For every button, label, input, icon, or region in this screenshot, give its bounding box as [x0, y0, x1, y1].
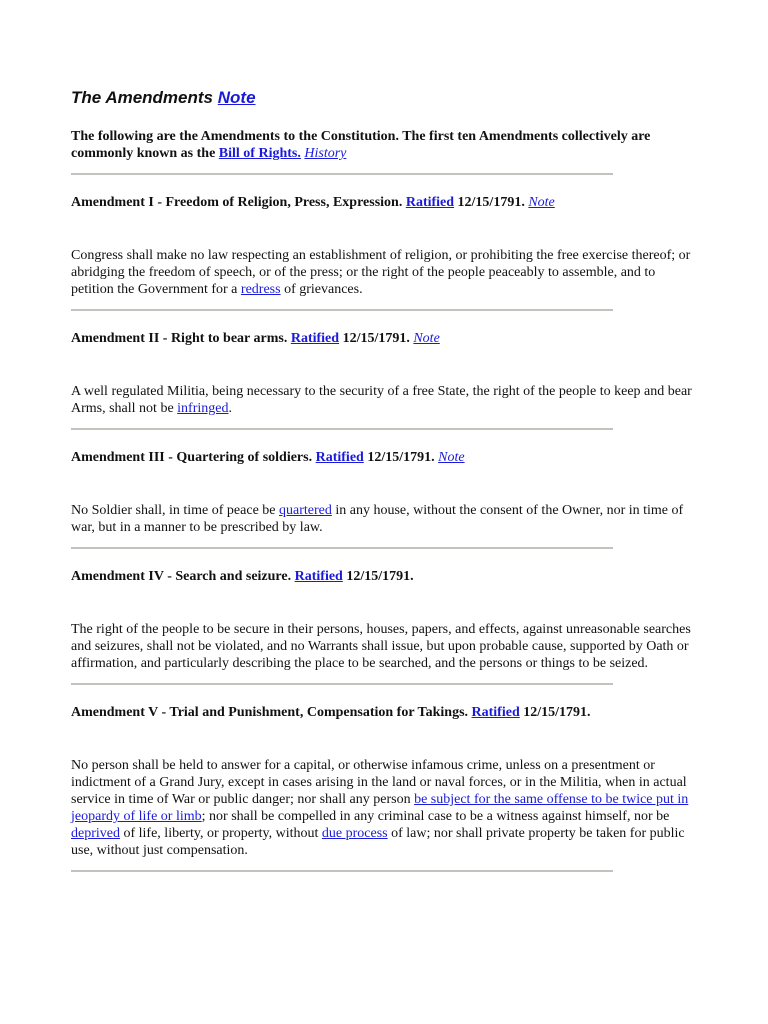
- redress-link[interactable]: redress: [240, 282, 281, 297]
- amendment-2-text: A well regulated Militia, being necessary to the security of a free State, the right of the people to keep and bear Arms, shall not be: [71, 384, 692, 416]
- amendment-5-text-3: of life, liberty, or property, without: [123, 826, 319, 841]
- amendment-1-date: 12/15/1791.: [457, 195, 525, 210]
- amendment-1-body: [71, 247, 696, 298]
- due-process-link[interactable]: due process: [321, 826, 388, 841]
- divider: [71, 683, 613, 685]
- history-link[interactable]: History: [304, 146, 347, 161]
- divider: [71, 547, 613, 549]
- amendment-2-heading: [71, 330, 701, 347]
- amendment-5-ratified-link[interactable]: Ratified: [471, 705, 520, 720]
- intro-text: The following are the Amendments to the Constitution. The first ten Amendments collectively are commonly known as the: [71, 129, 651, 161]
- amendment-3-date: 12/15/1791.: [367, 450, 435, 465]
- bill-of-rights-link[interactable]: Bill of Rights.: [218, 146, 301, 161]
- amendment-4-text: The right of the people to be secure in their persons, houses, papers, and effects, against unreasonable searches and seizures, shall not be violated, and no Warrants shall issue, but upon probable cause, supported by Oath or affirmation, and particularly describing the place to be searched, and the persons or things to be seized.: [71, 622, 691, 671]
- amendment-1-title: Amendment I - Freedom of Religion, Press, Expression.: [71, 195, 403, 210]
- amendment-1-note-link[interactable]: Note: [528, 195, 555, 210]
- title-note-link[interactable]: Note: [217, 88, 256, 107]
- amendment-2-date: 12/15/1791.: [342, 331, 410, 346]
- amendment-4-ratified-link[interactable]: Ratified: [294, 569, 343, 584]
- deprived-link[interactable]: deprived: [71, 826, 120, 841]
- amendment-2-note-link[interactable]: Note: [413, 331, 440, 346]
- amendment-2-title: Amendment II - Right to bear arms.: [71, 331, 288, 346]
- amendment-2-ratified-link[interactable]: Ratified: [290, 331, 340, 346]
- page-title: [71, 86, 701, 110]
- amendment-4-body: [71, 621, 696, 672]
- divider: [71, 309, 613, 311]
- double-jeopardy-link[interactable]: be subject for the same offense to be twice put in jeopardy of life or limb: [71, 792, 689, 824]
- amendment-5-text: No person shall be held to answer for a capital, or otherwise infamous crime, unless on a presentment or indictment of a Grand Jury, except in cases arising in the land or naval forces, or in the Militia, when in actual service in time of War or public danger; nor shall any person: [71, 758, 687, 807]
- amendment-3-title: Amendment III - Quartering of soldiers.: [71, 450, 313, 465]
- amendment-3-text: No Soldier shall, in time of peace be: [71, 503, 276, 518]
- infringed-link[interactable]: infringed: [177, 401, 229, 416]
- amendment-3-note-link[interactable]: Note: [438, 450, 465, 465]
- amendment-1-text-end: of grievances.: [284, 282, 363, 297]
- amendment-3-ratified-link[interactable]: Ratified: [315, 450, 364, 465]
- amendment-4-date: 12/15/1791.: [346, 569, 414, 584]
- amendment-5-text-4: of law; nor shall private property be taken for public use, without just compensation.: [71, 826, 685, 858]
- amendment-5-body: [71, 757, 696, 859]
- quartered-link[interactable]: quartered: [279, 503, 332, 518]
- amendment-1-heading: [71, 194, 701, 211]
- amendment-4-title: Amendment IV - Search and seizure.: [71, 569, 292, 584]
- divider: [71, 870, 613, 872]
- amendment-5-title: Amendment V - Trial and Punishment, Compensation for Takings.: [71, 705, 469, 720]
- title-text: The Amendments: [71, 88, 214, 107]
- document-page: [71, 86, 701, 872]
- amendment-1-text: Congress shall make no law respecting an establishment of religion, or prohibiting the free exercise thereof; or abridging the freedom of speech, or of the press; or the right of the people peaceably to assemble, and to petition the Government for a: [71, 248, 691, 297]
- divider: [71, 428, 613, 430]
- amendment-5-text-2: ; nor shall be compelled in any criminal case to be a witness against himself, nor be: [201, 809, 670, 824]
- amendment-4-heading: [71, 568, 701, 585]
- amendment-3-body: [71, 502, 696, 536]
- amendment-5-date: 12/15/1791.: [523, 705, 591, 720]
- amendment-1-ratified-link[interactable]: Ratified: [405, 195, 455, 210]
- amendment-2-body: [71, 383, 696, 417]
- amendment-3-text-end: in any house, without the consent of the Owner, nor in time of war, but in a manner to be prescribed by law.: [71, 503, 684, 535]
- divider: [71, 173, 613, 175]
- amendment-3-heading: [71, 449, 701, 466]
- amendment-2-text-end: .: [228, 401, 232, 416]
- amendment-5-heading: [71, 704, 701, 721]
- intro-paragraph: [71, 128, 701, 162]
